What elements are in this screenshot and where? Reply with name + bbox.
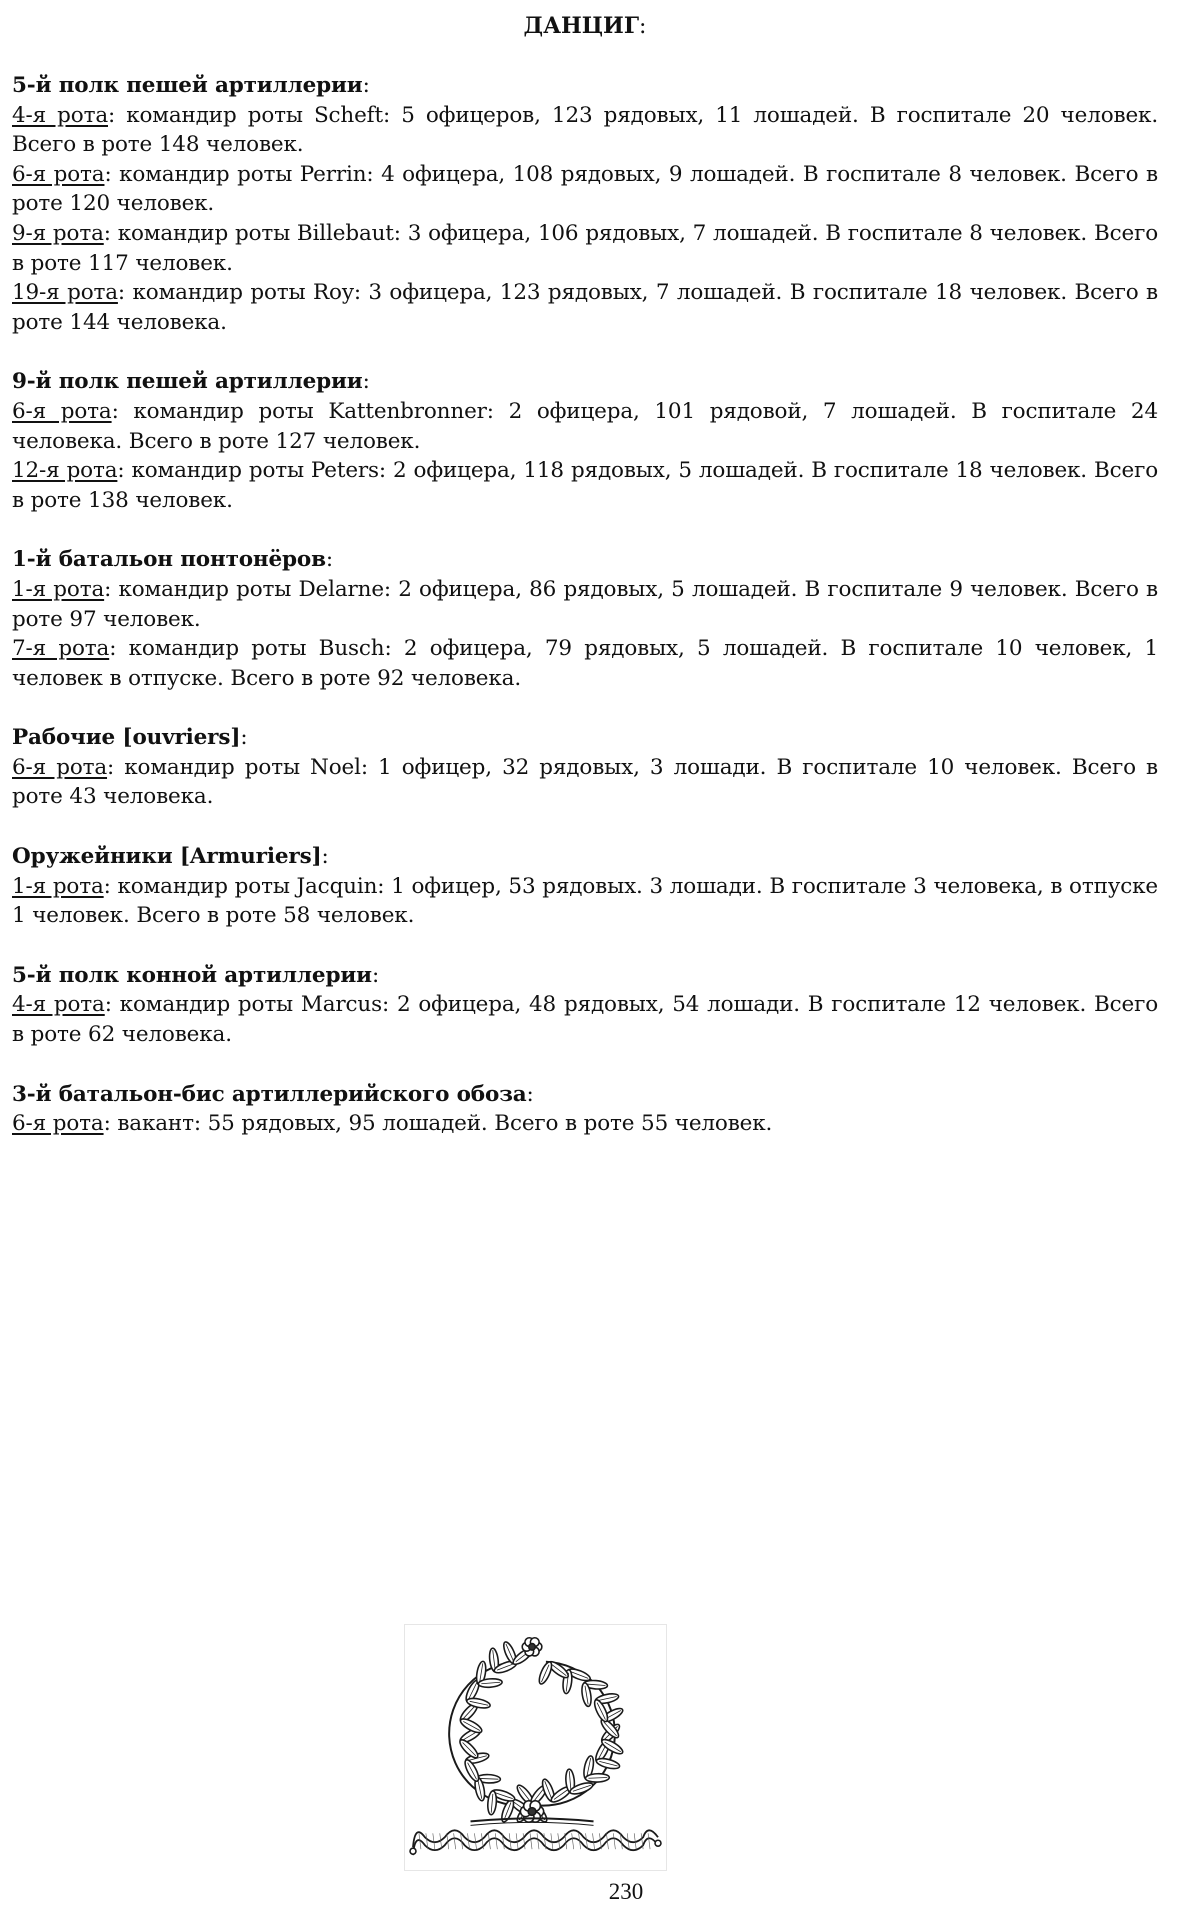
company-label: 9-я рота bbox=[12, 220, 104, 246]
page-title-text: ДАНЦИГ bbox=[523, 13, 640, 39]
section-heading-colon: : bbox=[362, 369, 370, 395]
company-label: 6-я рота bbox=[12, 754, 108, 780]
section-heading-text: 1-й батальон понтонёров bbox=[12, 547, 326, 573]
company-label: 1-я рота bbox=[12, 873, 104, 899]
document-body bbox=[12, 71, 1158, 1169]
company-entry bbox=[12, 990, 1158, 1049]
unit-section bbox=[12, 1080, 1158, 1139]
company-label: 1-я рота bbox=[12, 576, 105, 602]
company-details: : командир роты Busch: 2 офицера, 79 рядовых, 5 лошадей. В госпитале 10 человек, 1 человек в отпуске. Всего в роте 92 человека. bbox=[12, 636, 1159, 691]
wreath-ornament bbox=[405, 1625, 666, 1870]
company-entry bbox=[12, 397, 1158, 456]
company-entry bbox=[12, 753, 1158, 812]
unit-section bbox=[12, 723, 1158, 812]
unit-section bbox=[12, 961, 1158, 1050]
section-heading-text: 5-й полк пешей артиллерии bbox=[12, 73, 363, 98]
section-heading bbox=[12, 367, 1158, 397]
company-entry bbox=[12, 456, 1158, 515]
company-label: 4-я рота bbox=[12, 102, 108, 128]
section-heading-text: Оружейники [Armuriers] bbox=[12, 844, 322, 870]
company-details: : командир роты Noel: 1 офицер, 32 рядовых, 3 лошади. В госпитале 10 человек. Всего в роте 43 человека. bbox=[12, 754, 1159, 810]
company-entry bbox=[12, 160, 1158, 219]
section-heading-text: Рабочие [ouvriers] bbox=[12, 725, 241, 751]
section-heading-colon: : bbox=[325, 547, 333, 573]
company-details: : командир роты Kattenbronner: 2 офицера, 101 рядовой, 7 лошадей. В госпитале 24 человека. Всего в роте 127 человек. bbox=[12, 398, 1158, 454]
section-heading-colon: : bbox=[526, 1081, 534, 1107]
section-heading-text: 5-й полк конной артиллерии bbox=[12, 962, 372, 988]
section-heading-text: 3-й батальон-бис артиллерийского обоза bbox=[12, 1081, 527, 1107]
company-details: : командир роты Peters: 2 офицера, 118 рядовых, 5 лошадей. В госпитале 18 человек. Всего в роте 138 человек. bbox=[12, 458, 1158, 513]
company-details: : командир роты Scheft: 5 офицеров, 123 рядовых, 11 лошадей. В госпитале 20 человек. Всего в роте 148 человек. bbox=[12, 102, 1159, 158]
section-heading bbox=[12, 1080, 1158, 1110]
company-entry bbox=[12, 278, 1158, 337]
unit-section bbox=[12, 71, 1158, 337]
company-details: : командир роты Marcus: 2 офицера, 48 рядовых, 54 лошади. В госпитале 12 человек. Всего в роте 62 человека. bbox=[12, 992, 1158, 1048]
company-details: : командир роты Billebaut: 3 офицера, 106 рядовых, 7 лошадей. В госпитале 8 человек. Всего в роте 117 человек. bbox=[12, 220, 1159, 276]
unit-section bbox=[12, 367, 1158, 515]
section-heading-colon: : bbox=[362, 73, 370, 98]
company-label: 6-я рота bbox=[12, 161, 105, 187]
company-label: 4-я рота bbox=[12, 992, 105, 1018]
section-heading-colon: : bbox=[371, 962, 380, 988]
section-heading-colon: : bbox=[321, 844, 329, 870]
section-heading-text: 9-й полк пешей артиллерии bbox=[12, 369, 363, 395]
company-details: : командир роты Delarne: 2 офицера, 86 рядовых, 5 лошадей. В госпитале 9 человек. Всего в роте 97 человек. bbox=[12, 576, 1158, 632]
section-heading bbox=[12, 545, 1158, 575]
laurel-wreath-icon bbox=[404, 1624, 667, 1871]
unit-section bbox=[12, 545, 1158, 693]
company-details: : вакант: 55 рядовых, 95 лошадей. Всего в роте 55 человек. bbox=[103, 1111, 773, 1137]
company-entry bbox=[12, 1109, 1158, 1139]
company-label: 6-я рота bbox=[12, 1111, 104, 1137]
page-number: 230 bbox=[608, 1879, 644, 1904]
company-entry bbox=[12, 634, 1158, 693]
company-details: : командир роты Perrin: 4 офицера, 108 рядовых, 9 лошадей. В госпитале 8 человек. Всего в роте 120 человек. bbox=[12, 161, 1159, 217]
company-details: : командир роты Jacquin: 1 офицер, 53 рядовых. 3 лошади. В госпитале 3 человека, в отпуске 1 человек. Всего в роте 58 человек. bbox=[12, 873, 1159, 929]
page-title-colon: : bbox=[639, 14, 647, 39]
company-label: 6-я рота bbox=[12, 398, 112, 424]
company-label: 12-я рота bbox=[12, 458, 118, 484]
company-label: 19-я рота bbox=[12, 280, 118, 306]
company-entry bbox=[12, 575, 1158, 634]
company-entry bbox=[12, 219, 1158, 278]
company-entry bbox=[12, 872, 1158, 931]
section-heading bbox=[12, 71, 1158, 101]
company-entry bbox=[12, 101, 1158, 160]
section-heading bbox=[12, 723, 1158, 753]
page-title bbox=[12, 12, 1158, 41]
section-heading bbox=[12, 842, 1158, 872]
section-heading-colon: : bbox=[240, 725, 248, 751]
unit-section bbox=[12, 842, 1158, 931]
section-heading bbox=[12, 961, 1158, 991]
company-label: 7-я рота bbox=[12, 636, 110, 662]
company-details: : командир роты Roy: 3 офицера, 123 рядовых, 7 лошадей. В госпитале 18 человек. Всего в роте 144 человека. bbox=[12, 280, 1158, 335]
